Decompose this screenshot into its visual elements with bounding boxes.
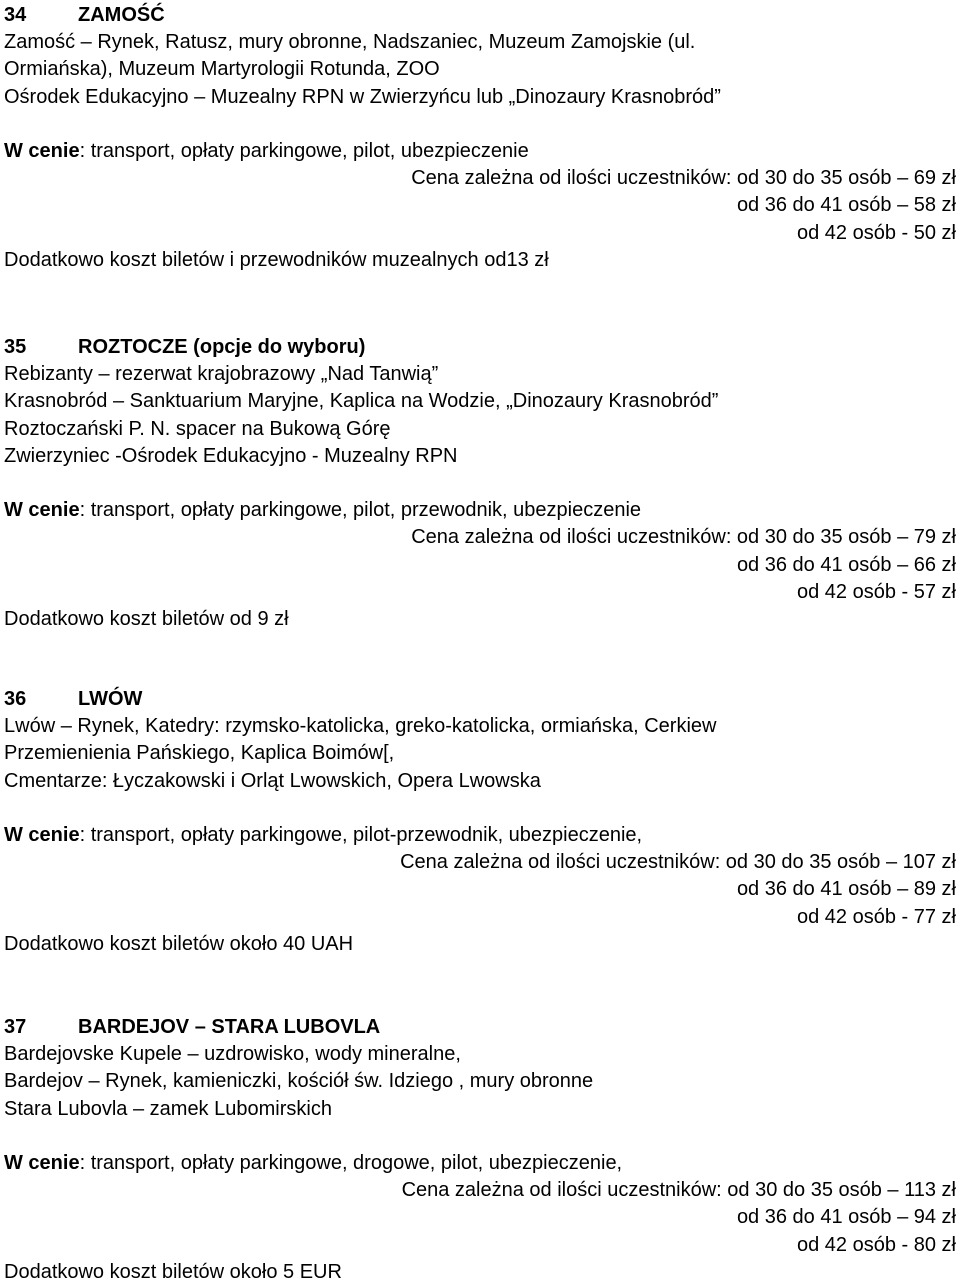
price-line: Cena zależna od ilości uczestników: od 30 do 35 osób – 79 zł: [411, 526, 956, 549]
included-line: [4, 822, 956, 849]
trip-description-line: Przemienienia Pańskiego, Kaplica Boimów[,: [4, 742, 395, 765]
trip-description-line: Bardejovske Kupele – uzdrowisko, wody mineralne,: [4, 1043, 461, 1066]
trip-heading: [4, 1014, 956, 1041]
trip-number: 35: [4, 336, 27, 358]
included-text: : transport, opłaty parkingowe, pilot, ubezpieczenie: [79, 139, 529, 162]
trip-section: [4, 1014, 956, 1286]
included-label: W cenie: [4, 139, 80, 162]
trip-description-line: Zamość – Rynek, Ratusz, mury obronne, Nadszaniec, Muzeum Zamojskie (ul.: [4, 31, 696, 54]
trip-section: [4, 334, 956, 633]
price-line: od 42 osób - 50 zł: [797, 221, 956, 244]
trip-heading: [4, 686, 956, 713]
trip-heading: [4, 334, 956, 361]
trip-number: 36: [4, 688, 27, 710]
trip-number: 37: [4, 1016, 27, 1038]
price-line: od 36 do 41 osób – 58 zł: [736, 194, 956, 217]
price-line: Cena zależna od ilości uczestników: od 30 do 35 osób – 69 zł: [411, 167, 956, 190]
price-line: Cena zależna od ilości uczestników: od 30 do 35 osób – 107 zł: [400, 851, 956, 874]
trip-section: [4, 686, 956, 958]
extra-cost-line: Dodatkowo koszt biletów około 5 EUR: [4, 1260, 342, 1283]
extra-cost-line: Dodatkowo koszt biletów około 40 UAH: [4, 932, 354, 955]
included-label: W cenie: [4, 1151, 80, 1174]
trip-heading: [4, 2, 956, 29]
included-text: : transport, opłaty parkingowe, pilot-przewodnik, ubezpieczenie,: [79, 823, 643, 846]
included-line: [4, 1150, 956, 1177]
price-line: od 36 do 41 osób – 94 zł: [736, 1206, 956, 1229]
price-line: Cena zależna od ilości uczestników: od 30 do 35 osób – 113 zł: [401, 1179, 956, 1202]
included-text: : transport, opłaty parkingowe, pilot, przewodnik, ubezpieczenie: [79, 499, 642, 522]
included-label: W cenie: [4, 499, 80, 522]
spacer: [4, 470, 956, 497]
trip-section: [4, 2, 956, 274]
trip-description-line: Bardejov – Rynek, kamieniczki, kościół św. Idziego , mury obronne: [4, 1070, 594, 1093]
price-line: od 36 do 41 osób – 89 zł: [736, 878, 956, 901]
trip-description-line: Ośrodek Edukacyjno – Muzealny RPN w Zwierzyńcu lub „Dinozaury Krasnobród”: [4, 85, 721, 108]
spacer: [4, 111, 956, 138]
spacer: [4, 1123, 956, 1150]
extra-cost-line: Dodatkowo koszt biletów i przewodników muzealnych od13 zł: [4, 248, 549, 271]
price-line: od 36 do 41 osób – 66 zł: [736, 553, 956, 576]
trip-number: 34: [4, 4, 27, 26]
included-line: [4, 138, 956, 165]
trip-title: BARDEJOV – STARA LUBOVLA: [78, 1016, 381, 1038]
trip-description-line: Ormiańska), Muzeum Martyrologii Rotunda, ZOO: [4, 58, 440, 81]
trip-description-line: Krasnobród – Sanktuarium Maryjne, Kaplica na Wodzie, „Dinozaury Krasnobród”: [4, 390, 719, 413]
trip-description-line: Rebizanty – rezerwat krajobrazowy „Nad Tanwią”: [4, 363, 439, 386]
included-text: : transport, opłaty parkingowe, drogowe, pilot, ubezpieczenie,: [79, 1151, 623, 1174]
trip-title: LWÓW: [78, 688, 143, 710]
price-line: od 42 osób - 57 zł: [797, 580, 956, 603]
price-line: od 42 osób - 80 zł: [797, 1233, 956, 1256]
trip-title: ROZTOCZE (opcje do wyboru): [78, 336, 366, 358]
trip-title: ZAMOŚĆ: [78, 4, 165, 26]
trip-description-line: Roztoczański P. N. spacer na Bukową Górę: [4, 417, 391, 440]
trip-description-line: Cmentarze: Łyczakowski i Orląt Lwowskich, Opera Lwowska: [4, 769, 541, 792]
included-label: W cenie: [4, 823, 80, 846]
included-line: [4, 497, 956, 524]
trip-description-line: Lwów – Rynek, Katedry: rzymsko-katolicka, greko-katolicka, ormiańska, Cerkiew: [4, 715, 717, 738]
spacer: [4, 795, 956, 822]
trip-description-line: Zwierzyniec -Ośrodek Edukacyjno - Muzealny RPN: [4, 444, 458, 467]
trip-description-line: Stara Lubovla – zamek Lubomirskich: [4, 1097, 332, 1120]
extra-cost-line: Dodatkowo koszt biletów od 9 zł: [4, 607, 289, 630]
price-line: od 42 osób - 77 zł: [797, 905, 956, 928]
